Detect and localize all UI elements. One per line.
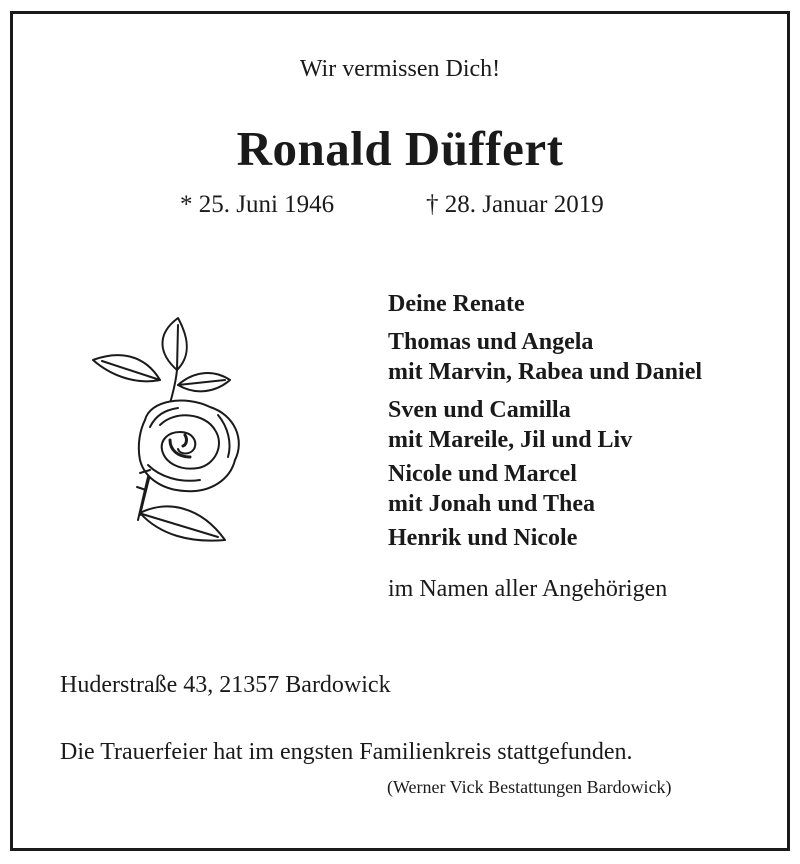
family-line: Sven und Camilla bbox=[388, 397, 571, 423]
ceremony-note: Die Trauerfeier hat im engsten Familienkreis stattgefunden. bbox=[60, 739, 633, 765]
family-list bbox=[388, 289, 702, 557]
family-closing: im Namen aller Angehörigen bbox=[388, 576, 668, 602]
family-line: Nicole und Marcel bbox=[388, 461, 577, 487]
address: Huderstraße 43, 21357 Bardowick bbox=[60, 672, 391, 698]
family-group bbox=[388, 327, 702, 387]
birth-date: * 25. Juni 1946 bbox=[180, 191, 335, 218]
subtitle: Wir vermissen Dich! bbox=[299, 56, 501, 82]
death-date: † 28. Januar 2019 bbox=[426, 191, 604, 218]
family-group bbox=[388, 289, 702, 319]
deceased-name: Ronald Düffert bbox=[236, 121, 564, 176]
family-line: Thomas und Angela bbox=[388, 329, 594, 355]
family-line: mit Mareile, Jil und Liv bbox=[388, 427, 633, 453]
family-line: mit Jonah und Thea bbox=[388, 491, 595, 517]
undertaker: (Werner Vick Bestattungen Bardowick) bbox=[387, 777, 672, 797]
rose-icon bbox=[90, 315, 255, 547]
family-line: Henrik und Nicole bbox=[388, 525, 578, 551]
family-group bbox=[388, 459, 702, 519]
family-line: mit Marvin, Rabea und Daniel bbox=[388, 359, 703, 385]
family-group bbox=[388, 523, 702, 553]
family-group bbox=[388, 395, 702, 455]
family-line: Deine Renate bbox=[388, 291, 525, 317]
